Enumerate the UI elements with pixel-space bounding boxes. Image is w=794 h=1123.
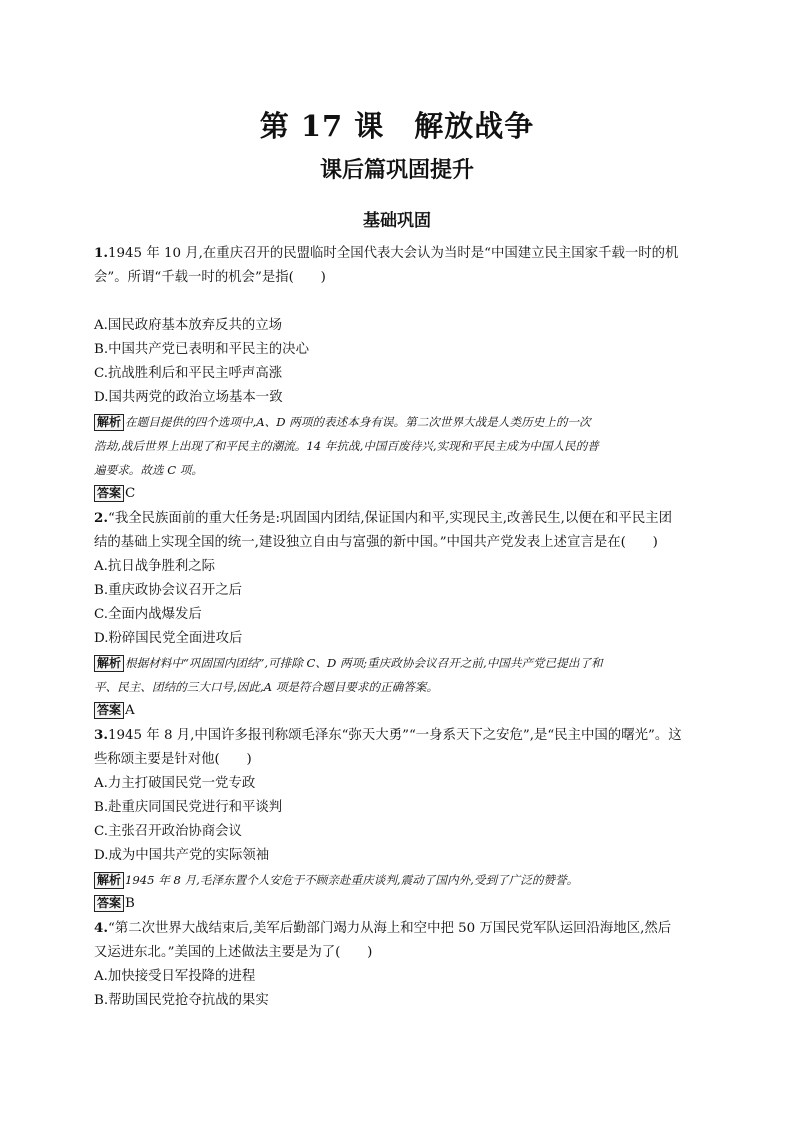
answer-value: C — [125, 486, 136, 501]
section-heading: 基础巩固 — [363, 211, 431, 231]
question-1 — [94, 241, 700, 506]
option-b: B.重庆政协会议召开之后 — [94, 583, 243, 598]
analysis-line: 解析 根据材料中“巩固国内团结”,可排除 C、D 两项;重庆政协会议召开之前,中国共产党已提出了和 — [94, 651, 700, 675]
analysis-tag: 解析 — [94, 872, 124, 889]
question-number: 3. — [94, 727, 108, 743]
question-stem-line: 4.“第二次世界大战结束后,美军后勤部门竭力从海上和空中把 50 万国民党军队运回沿海地区,然后 — [94, 920, 672, 936]
question-number: 4. — [94, 920, 108, 936]
question-3 — [94, 723, 700, 916]
analysis-line: 浩劫,战后世界上出现了和平民主的潮流。14 年抗战,中国百废待兴,实现和平民主成为中国人民的普 — [94, 439, 599, 453]
lesson-subtitle: 课后篇巩固提升 — [319, 157, 474, 183]
question-number: 2. — [94, 510, 108, 526]
option-b: B.赴重庆同国民党进行和平谈判 — [94, 800, 283, 815]
question-stem-line: 3.1945 年 8 月,中国许多报刊称颂毛泽东“弥天大勇”“一身系天下之安危”,是“民主中国的曙光”。这 — [94, 727, 682, 743]
option-b: B.中国共产党已表明和平民主的决心 — [94, 342, 309, 357]
analysis-line: 解析 在题目提供的四个选项中,A、D 两项的表述本身有误。第二次世界大战是人类历史上的一次 — [94, 410, 700, 434]
analysis-tag: 解析 — [94, 414, 124, 431]
option-a: A.力主打破国民党一党专政 — [94, 776, 256, 791]
question-stem-line: 些称颂主要是针对他( ) — [94, 752, 252, 767]
answer-line — [94, 699, 700, 723]
analysis-line: 遍要求。故选 C 项。 — [94, 463, 203, 477]
question-number: 1. — [94, 245, 108, 261]
option-d: D.成为中国共产党的实际领袖 — [94, 848, 270, 863]
question-list — [94, 241, 700, 1013]
question-stem-line: 会”。所谓“千载一时的机会”是指( ) — [94, 270, 326, 285]
answer-tag: 答案 — [94, 895, 124, 912]
option-a: A.加快接受日军投降的进程 — [94, 969, 256, 984]
answer-line — [94, 482, 700, 506]
answer-tag: 答案 — [94, 702, 124, 719]
question-2 — [94, 506, 700, 723]
question-stem-line: 1.1945 年 10 月,在重庆召开的民盟临时全国代表大会认为当时是“中国建立民主国家千载一时的机 — [94, 245, 679, 261]
option-c: C.抗战胜利后和平民主呼声高涨 — [94, 366, 283, 381]
option-a: A.抗日战争胜利之际 — [94, 559, 216, 574]
option-d: D.粉碎国民党全面进攻后 — [94, 631, 243, 646]
option-c: C.主张召开政治协商会议 — [94, 824, 242, 839]
answer-line — [94, 892, 700, 916]
analysis-line: 解析 1945 年 8 月,毛泽东置个人安危于不顾亲赴重庆谈判,震动了国内外,受到了广泛的赞誉。 — [94, 868, 700, 892]
analysis-tag: 解析 — [94, 655, 124, 672]
answer-tag: 答案 — [94, 485, 124, 502]
option-d: D.国共两党的政治立场基本一致 — [94, 390, 283, 405]
question-stem-line: 又运进东北。”美国的上述做法主要是为了( ) — [94, 945, 373, 960]
question-stem-line: 2.“我全民族面前的重大任务是:巩固国内团结,保证国内和平,实现民主,改善民生,以便在和平民主团 — [94, 510, 672, 526]
option-c: C.全面内战爆发后 — [94, 607, 202, 622]
question-stem-line: 结的基础上实现全国的统一,建设独立自由与富强的新中国。”中国共产党发表上述宣言是在( ) — [94, 535, 658, 550]
question-4 — [94, 916, 700, 1013]
lesson-title: 第 17 课 解放战争 — [259, 109, 535, 143]
option-a: A.国民政府基本放弃反共的立场 — [94, 318, 283, 333]
answer-value: A — [125, 703, 135, 718]
option-b: B.帮助国民党抢夺抗战的果实 — [94, 993, 269, 1008]
analysis-line: 平、民主、团结的三大口号,因此,A 项是符合题目要求的正确答案。 — [94, 680, 439, 694]
answer-value: B — [125, 896, 135, 911]
